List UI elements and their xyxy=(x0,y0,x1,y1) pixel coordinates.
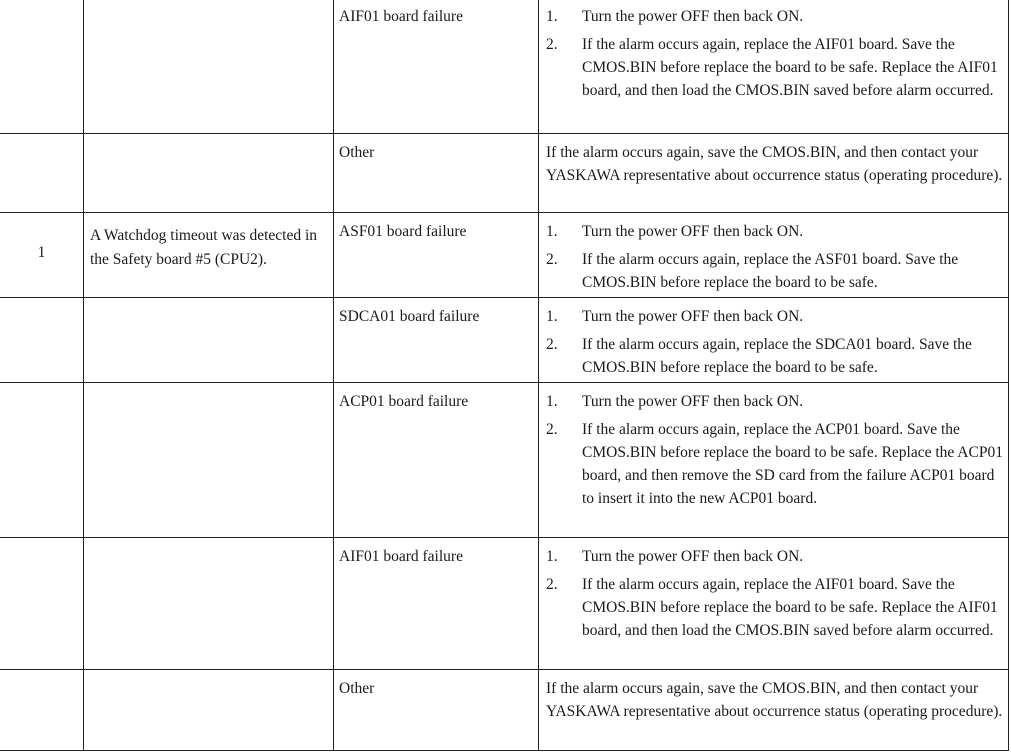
table-row xyxy=(0,213,1009,298)
remedy-content xyxy=(546,677,1006,723)
remedy-cell xyxy=(538,298,1009,382)
remedy-step xyxy=(546,5,1006,28)
cause-text: Other xyxy=(339,144,375,161)
alarm-description-cell xyxy=(83,213,333,297)
table-row xyxy=(0,134,1009,213)
alarm-number-cell xyxy=(0,298,83,382)
cause-cell xyxy=(333,383,538,537)
remedy-step xyxy=(546,390,1006,413)
step-text: If the alarm occurs again, replace the AIF01 board. Save the CMOS.BIN before replace the board to be safe. Replace the AIF01 board, and then load the CMOS.BIN saved before alarm occurred. xyxy=(582,576,998,639)
alarm-description-cell xyxy=(83,538,333,669)
remedy-content xyxy=(546,220,1006,294)
alarm-number: 1 xyxy=(37,244,46,261)
table-row xyxy=(0,538,1009,670)
remedy-step xyxy=(546,33,1006,102)
remedy-cell xyxy=(538,0,1009,133)
step-text: Turn the power OFF then back ON. xyxy=(582,393,804,410)
step-text: If the alarm occurs again, replace the AIF01 board. Save the CMOS.BIN before replace the board to be safe. Replace the AIF01 board, and then load the CMOS.BIN saved before alarm occurred. xyxy=(582,36,998,99)
cause-text: AIF01 board failure xyxy=(339,8,463,25)
remedy-cell xyxy=(538,383,1009,537)
cause-text: Other xyxy=(339,680,375,697)
step-number: 1. xyxy=(546,223,558,240)
remedy-paragraph: If the alarm occurs again, save the CMOS.BIN, and then contact your YASKAWA representative about occurrence status (operating procedure). xyxy=(546,144,1003,184)
alarm-description: A Watchdog timeout was detected in the Safety board #5 (CPU2). xyxy=(90,227,318,268)
alarm-number-cell xyxy=(0,213,83,297)
remedy-step xyxy=(546,220,1006,243)
alarm-number-cell xyxy=(0,0,83,133)
cause-cell xyxy=(333,538,538,669)
alarm-description-cell xyxy=(83,134,333,212)
step-text: If the alarm occurs again, replace the ASF01 board. Save the CMOS.BIN before replace the board to be safe. xyxy=(582,251,959,291)
cause-cell xyxy=(333,0,538,133)
table-row xyxy=(0,670,1009,751)
remedy-step xyxy=(546,545,1006,568)
alarm-number-cell xyxy=(0,538,83,669)
alarm-description-cell xyxy=(83,383,333,537)
remedy-cell xyxy=(538,538,1009,669)
step-text: If the alarm occurs again, replace the ACP01 board. Save the CMOS.BIN before replace the board to be safe. Replace the ACP01 board, and then remove the SD card from the failure ACP01 board to insert it into the new ACP01 board. xyxy=(582,421,1003,507)
step-number: 2. xyxy=(546,336,558,353)
remedy-content xyxy=(546,5,1006,102)
step-text: Turn the power OFF then back ON. xyxy=(582,8,804,25)
step-text: Turn the power OFF then back ON. xyxy=(582,548,804,565)
remedy-content xyxy=(546,141,1006,187)
cause-cell xyxy=(333,298,538,382)
alarm-number-cell xyxy=(0,670,83,750)
step-number: 1. xyxy=(546,393,558,410)
cause-text: ASF01 board failure xyxy=(339,223,467,240)
step-number: 2. xyxy=(546,576,558,593)
table-row xyxy=(0,383,1009,538)
cause-cell xyxy=(333,213,538,297)
cause-cell xyxy=(333,134,538,212)
remedy-step xyxy=(546,248,1006,294)
cause-cell xyxy=(333,670,538,750)
remedy-cell xyxy=(538,134,1009,212)
remedy-cell xyxy=(538,670,1009,750)
cause-text: SDCA01 board failure xyxy=(339,308,480,325)
step-number: 2. xyxy=(546,421,558,438)
step-number: 2. xyxy=(546,251,558,268)
cause-text: AIF01 board failure xyxy=(339,548,463,565)
remedy-step xyxy=(546,418,1006,510)
remedy-content xyxy=(546,545,1006,642)
alarm-number-cell xyxy=(0,134,83,212)
step-text: Turn the power OFF then back ON. xyxy=(582,223,804,240)
step-text: Turn the power OFF then back ON. xyxy=(582,308,804,325)
remedy-content xyxy=(546,390,1006,510)
table-row xyxy=(0,298,1009,383)
alarm-number-cell xyxy=(0,383,83,537)
alarm-description-cell xyxy=(83,670,333,750)
alarm-description-cell xyxy=(83,0,333,133)
table-row xyxy=(0,0,1009,134)
step-number: 1. xyxy=(546,8,558,25)
remedy-content xyxy=(546,305,1006,379)
cause-text: ACP01 board failure xyxy=(339,393,469,410)
remedy-cell xyxy=(538,213,1009,297)
step-number: 1. xyxy=(546,548,558,565)
remedy-step xyxy=(546,333,1006,379)
remedy-paragraph: If the alarm occurs again, save the CMOS.BIN, and then contact your YASKAWA representative about occurrence status (operating procedure). xyxy=(546,680,1003,720)
remedy-step xyxy=(546,573,1006,642)
alarm-description-cell xyxy=(83,298,333,382)
remedy-step xyxy=(546,305,1006,328)
step-text: If the alarm occurs again, replace the SDCA01 board. Save the CMOS.BIN before replace the board to be safe. xyxy=(582,336,972,376)
step-number: 1. xyxy=(546,308,558,325)
step-number: 2. xyxy=(546,36,558,53)
